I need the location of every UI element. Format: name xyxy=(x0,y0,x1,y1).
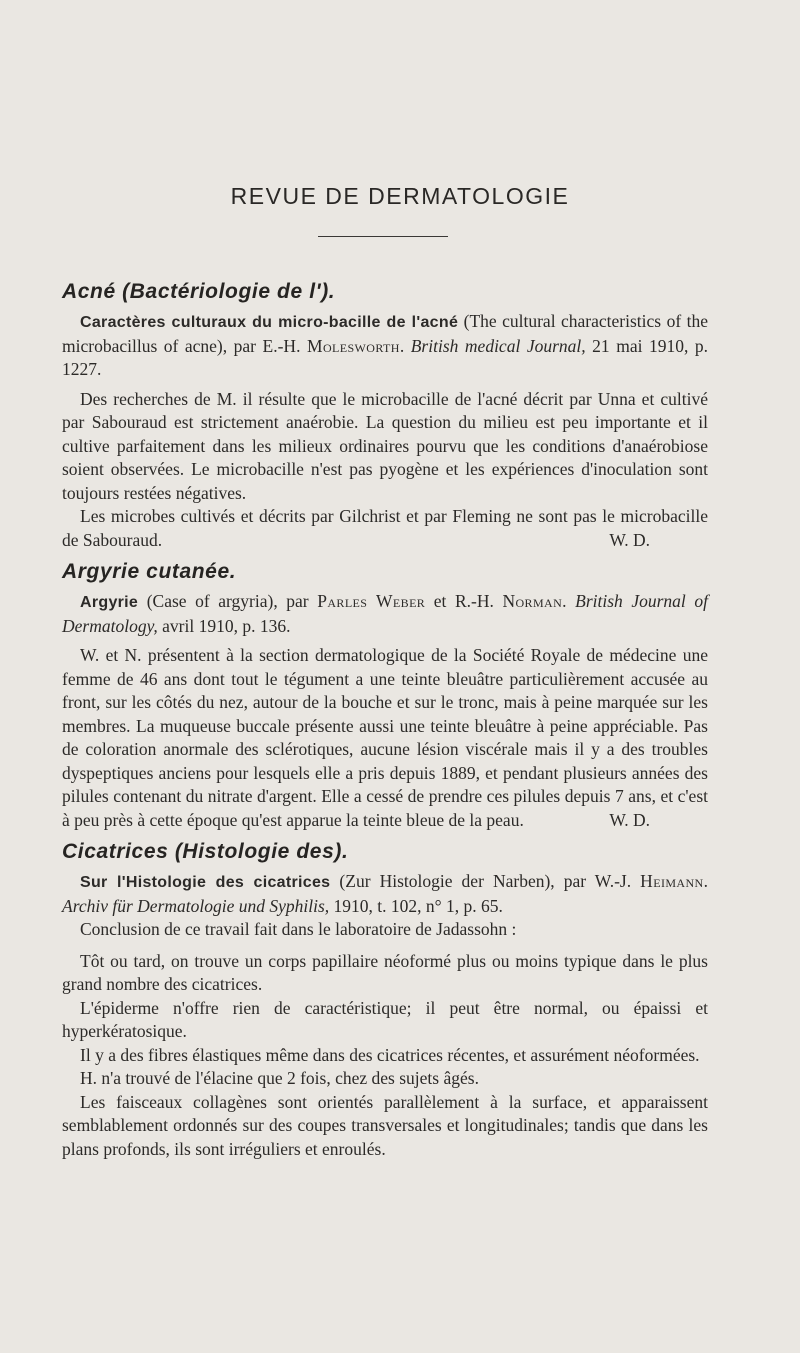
author-name: Parles Weber xyxy=(317,591,426,611)
paragraph: Les faisceaux collagènes sont orientés parallèlement à la surface, et apparaissent semblablement ordonnés sur des coupes transversales et longitudinales; tandis que dans les plans profonds, ils sont irréguliers et enroulés. xyxy=(62,1091,708,1159)
title-divider xyxy=(318,236,448,237)
author-name: Heimann xyxy=(640,871,704,891)
article-title: Argyrie xyxy=(80,594,139,611)
ref-text: avril 1910, p. 136. xyxy=(157,615,291,636)
paragraph: Tôt ou tard, on trouve un corps papillaire néoformé plus ou moins typique dans le plus grand nombre des cicatrices. xyxy=(62,950,708,994)
ref-text: (Case of argyria), par xyxy=(138,591,318,611)
ref-text: . xyxy=(399,335,411,356)
section-heading: Argyrie cutanée. xyxy=(62,560,237,583)
journal-name: Archiv für Dermatologie und Syphilis, xyxy=(62,895,330,916)
section-heading: Cicatrices (Histologie des). xyxy=(62,840,349,863)
section-cicatrices xyxy=(62,838,708,1161)
section-heading: Acné (Bactériologie de l'). xyxy=(62,280,336,303)
paragraph: L'épiderme n'offre rien de caractéristique; il peut être normal, ou épaissi et hyperkératosique. xyxy=(62,997,708,1041)
paragraph xyxy=(62,505,708,552)
reference xyxy=(62,590,708,638)
section-acne xyxy=(62,278,708,552)
signature: W. D. xyxy=(609,529,650,550)
journal-name: British Journal of Dermatology, xyxy=(62,591,708,636)
paragraph-text: Les microbes cultivés et décrits par Gilchrist et par Fleming ne sont pas le microbacille de Sabouraud. xyxy=(62,506,708,550)
article-title: Sur l'Histologie des cicatrices xyxy=(80,874,331,891)
paragraph: Conclusion de ce travail fait dans le laboratoire de Jadassohn : xyxy=(80,919,517,939)
article-body xyxy=(62,278,708,1167)
paragraph: Il y a des fibres élastiques même dans des cicatrices récentes, et assurément néoformées. xyxy=(80,1044,700,1065)
ref-text: 21 mai 1910, p. 1227. xyxy=(62,335,709,379)
journal-name: British medical Journal, xyxy=(410,335,586,356)
signature: W. D. xyxy=(609,809,650,830)
paragraph: Des recherches de M. il résulte que le microbacille de l'acné décrit par Unna et cultivé par Sabouraud est strictement anaérobie. La question du milieu est peu importante et il cultive parfaitement dans les milieux ordinaires pourvu que les conditions d'anaérobiose soient observées. Le microbacille n'est pas pyogène et les expériences d'inoculation sont toujours restées négatives. xyxy=(62,388,708,503)
article-title: Caractères culturaux du micro-bacille de l'acné xyxy=(80,314,459,331)
ref-text: . xyxy=(703,871,708,891)
section-argyrie xyxy=(62,558,708,832)
author-name: Molesworth xyxy=(306,335,400,356)
ref-text: (The cultural characteristics of the microbacillus of acne), par E.-H. xyxy=(62,311,708,356)
paragraph: H. n'a trouvé de l'élacine que 2 fois, chez des sujets âgés. xyxy=(80,1068,479,1088)
paragraph-text: W. et N. présentent à la section dermatologique de la Société Royale de médecine une femme de 46 ans dont tout le tégument a une teinte bleuâtre particulièrement accusée au front, sur les côtés du nez, autour de la bouche et sur le tronc, mais à peine marquée sur les membres. La muqueuse buccale présente aussi une teinte bleuâtre à peine appréciable. Pas de coloration anormale des sclérotiques, aucune lésion viscérale mais il y a des troubles dyspeptiques anciens pour lesquels elle a pris depuis 1889, et pendant plusieurs années des pilules contenant du nitrate d'argent. Elle a cessé de prendre ces pilules depuis 7 ans, et c'est à peu près à cette époque qu'est apparue la teinte bleue de la peau. xyxy=(62,645,708,830)
ref-text: et R.-H. xyxy=(425,591,503,611)
reference xyxy=(62,870,708,918)
author-name: Norman xyxy=(502,591,563,611)
reference xyxy=(62,310,708,382)
ref-text: . xyxy=(562,591,576,611)
ref-text: (Zur Histologie der Narben), par W.-J. xyxy=(330,871,641,891)
ref-text: 1910, t. 102, n° 1, p. 65. xyxy=(329,895,503,916)
paragraph xyxy=(62,644,708,832)
page-title: REVUE DE DERMATOLOGIE xyxy=(230,183,570,209)
